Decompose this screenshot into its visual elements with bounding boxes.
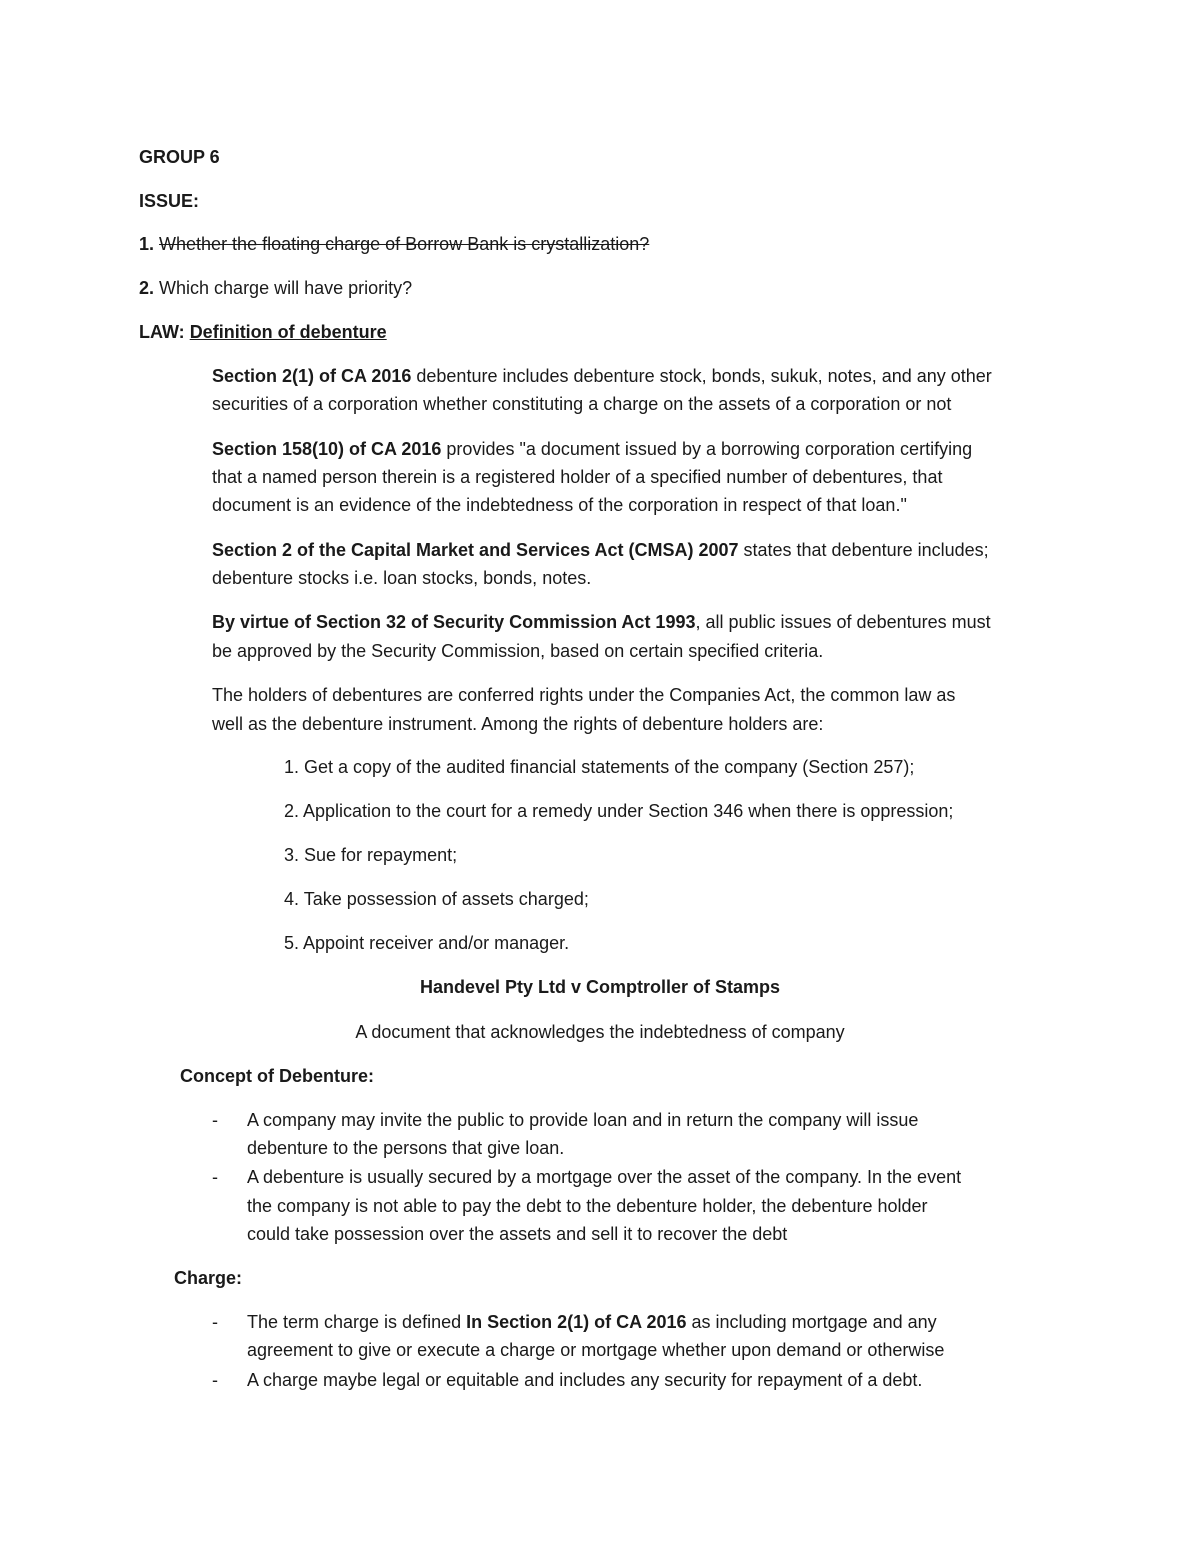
section-para-4 <box>212 608 991 636</box>
concept-bullet-line: debenture to the persons that give loan. <box>247 1138 565 1158</box>
section-para-1 <box>212 362 992 390</box>
bullet-dash: - <box>212 1167 218 1187</box>
case-title: Handevel Pty Ltd v Comptroller of Stamps <box>419 977 781 997</box>
charge-citation: In Section 2(1) of CA 2016 <box>466 1312 687 1332</box>
concept-bullet-line: the company is not able to pay the debt to the debenture holder, the debenture holder <box>247 1196 928 1216</box>
case-description: A document that acknowledges the indebtedness of company <box>355 1022 845 1042</box>
section-para-2 <box>212 435 972 463</box>
section-citation: Section 2 of the Capital Market and Services Act (CMSA) 2007 <box>212 540 739 560</box>
issue-text: Which charge will have priority? <box>159 278 413 298</box>
concept-heading: Concept of Debenture: <box>180 1066 375 1086</box>
charge-heading: Charge: <box>174 1268 243 1288</box>
rights-intro-line: The holders of debentures are conferred rights under the Companies Act, the common law as <box>212 685 956 705</box>
section-text-line: document is an evidence of the indebtedness of the corporation in respect of that loan." <box>212 495 907 515</box>
bullet-dash: - <box>212 1110 218 1130</box>
section-text-line: debenture stocks i.e. loan stocks, bonds, notes. <box>212 568 592 588</box>
issue-item-2 <box>139 274 412 302</box>
charge-bullet-2: A charge maybe legal or equitable and includes any security for repayment of a debt. <box>247 1370 923 1390</box>
rights-intro-line: well as the debenture instrument. Among the rights of debenture holders are: <box>212 714 824 734</box>
section-citation: By virtue of Section 32 of Security Commission Act 1993 <box>212 612 696 632</box>
issue-item-1 <box>139 230 649 258</box>
section-text: debenture includes debenture stock, bonds, sukuk, notes, and any other <box>411 366 992 386</box>
rights-list-item: 5. Appoint receiver and/or manager. <box>284 933 570 953</box>
section-citation: Section 2(1) of CA 2016 <box>212 366 412 386</box>
rights-list-item: 2. Application to the court for a remedy under Section 346 when there is oppression; <box>284 801 954 821</box>
issue-number: 2. <box>139 278 155 298</box>
rights-list-item: 1. Get a copy of the audited financial statements of the company (Section 257); <box>284 757 915 777</box>
section-text-line: be approved by the Security Commission, based on certain specified criteria. <box>212 641 824 661</box>
concept-bullet-line: A debenture is usually secured by a mortgage over the asset of the company. In the event <box>247 1167 962 1187</box>
group-heading: GROUP 6 <box>139 147 220 167</box>
law-title: Definition of debenture <box>189 322 387 342</box>
section-para-3 <box>212 536 989 564</box>
rights-list-item: 3. Sue for repayment; <box>284 845 458 865</box>
law-label: LAW: <box>139 322 185 342</box>
concept-bullet-line: A company may invite the public to provide loan and in return the company will issue <box>247 1110 919 1130</box>
section-text: , all public issues of debentures must <box>695 612 991 632</box>
charge-text: as including mortgage and any <box>686 1312 937 1332</box>
issue-label: ISSUE: <box>139 191 200 211</box>
law-heading <box>139 318 387 346</box>
charge-bullet-line: agreement to give or execute a charge or mortgage whether upon demand or otherwise <box>247 1340 945 1360</box>
section-text: states that debenture includes; <box>738 540 989 560</box>
rights-list-item: 4. Take possession of assets charged; <box>284 889 589 909</box>
section-text-line: that a named person therein is a registered holder of a specified number of debentures, that <box>212 467 943 487</box>
charge-text: The term charge is defined <box>247 1312 467 1332</box>
section-citation: Section 158(10) of CA 2016 <box>212 439 442 459</box>
concept-bullet-line: could take possession over the assets and sell it to recover the debt <box>247 1224 788 1244</box>
issue-text-struck: Whether the floating charge of Borrow Bank is crystallization? <box>159 234 650 254</box>
charge-bullet-1 <box>247 1308 937 1336</box>
section-text: provides "a document issued by a borrowing corporation certifying <box>441 439 973 459</box>
issue-number: 1. <box>139 234 155 254</box>
section-text-line: securities of a corporation whether constituting a charge on the assets of a corporation or not <box>212 394 952 414</box>
bullet-dash: - <box>212 1312 218 1332</box>
bullet-dash: - <box>212 1370 218 1390</box>
